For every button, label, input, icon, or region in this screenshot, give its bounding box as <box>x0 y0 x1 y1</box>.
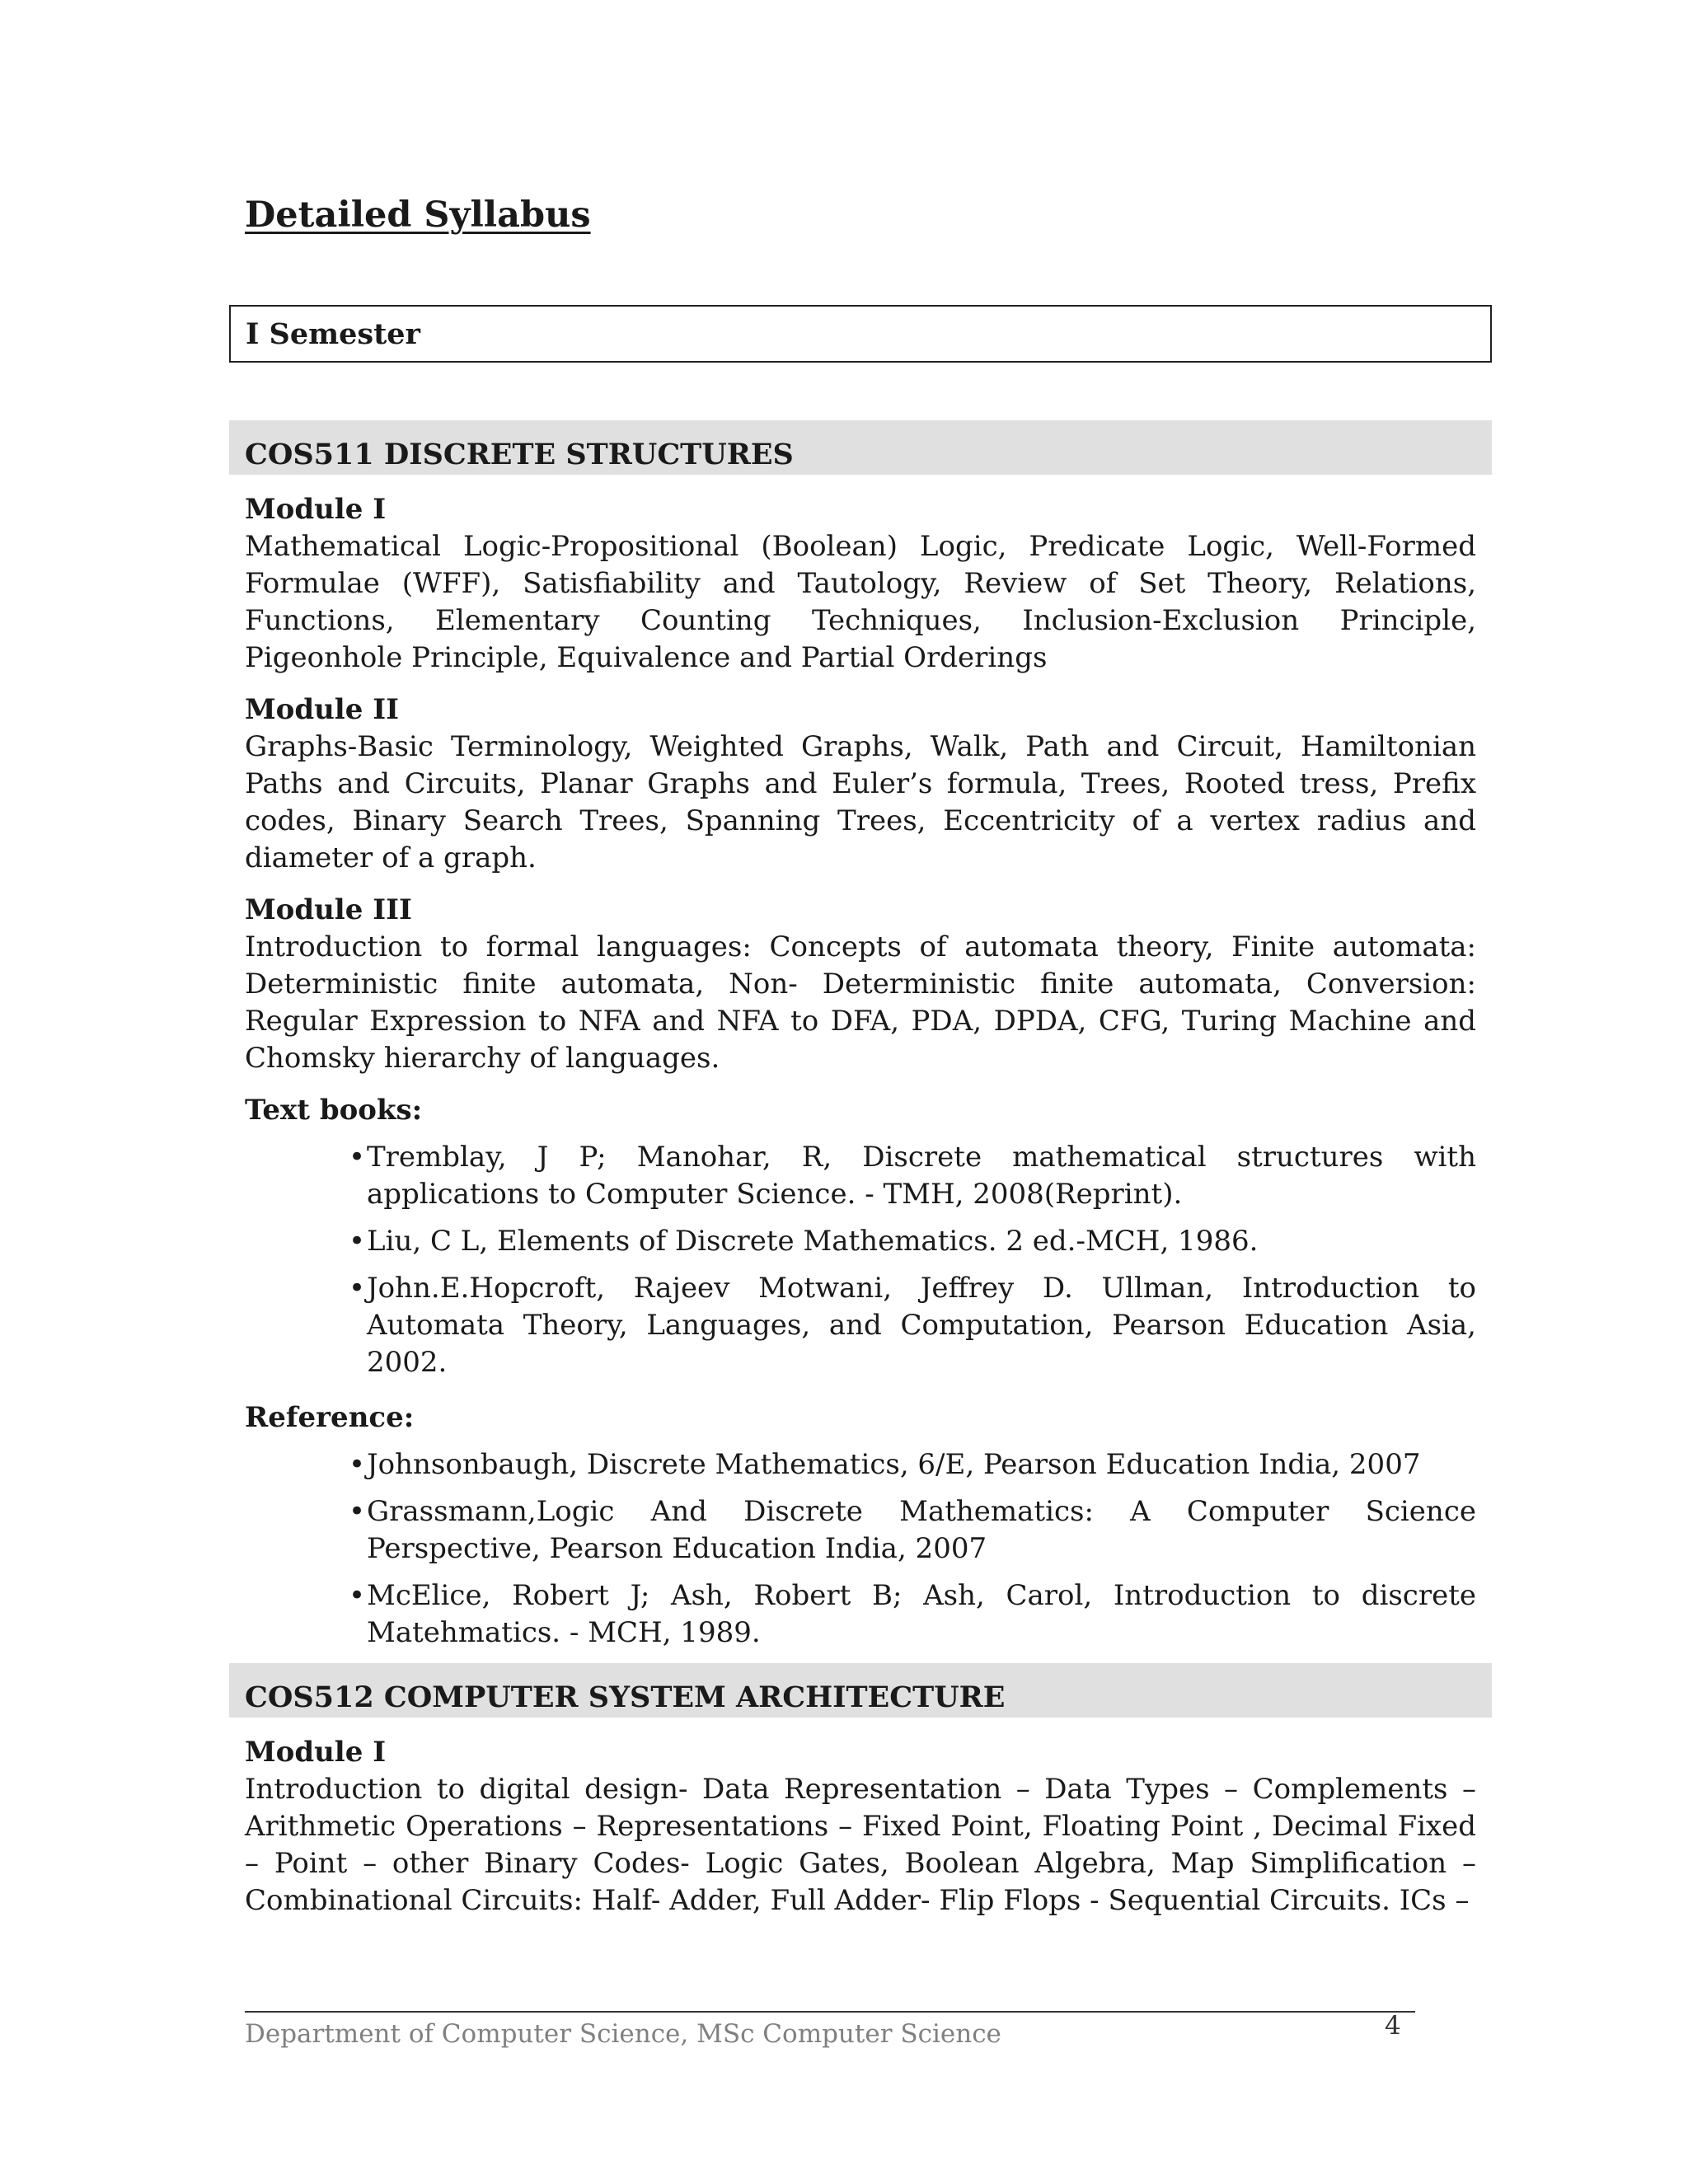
list-item: • Tremblay, J P; Manohar, R, Discrete mathematical structures with applications to Computer Science. - TMH, 2008(Reprint). <box>349 1141 1476 1211</box>
course-title-cos511: COS511 DISCRETE STRUCTURES <box>229 420 1492 475</box>
semester-header: I Semester <box>229 305 1492 363</box>
module-label: Module III <box>245 893 412 926</box>
bullet-icon: • <box>349 1225 366 1258</box>
textbooks-list <box>245 1139 1476 1381</box>
page-title: Detailed Syllabus <box>245 194 591 236</box>
course-body-cos511 <box>245 491 1476 1661</box>
reference-list <box>245 1446 1476 1652</box>
page-number: 4 <box>1385 2011 1401 2041</box>
course-title-cos512: COS512 COMPUTER SYSTEM ARCHITECTURE <box>229 1663 1492 1718</box>
bullet-icon: • <box>349 1448 366 1481</box>
textbooks-label: Text books: <box>245 1094 423 1127</box>
module-label: Module I <box>245 493 387 526</box>
list-item: • McElice, Robert J; Ash, Robert B; Ash, Carol, Introduction to discrete Matehmatics. - MCH, 1989. <box>349 1579 1476 1649</box>
module-label: Module II <box>245 693 399 726</box>
module-text: Graphs-Basic Terminology, Weighted Graphs, Walk, Path and Circuit, Hamiltonian Paths and Circuits, Planar Graphs and Euler’s formula, Trees, Rooted tress, Prefix codes, Binary Search Trees, Spanning Trees, Eccentricity of a vertex radius and diameter of a graph. <box>245 730 1476 874</box>
list-item: • Liu, C L, Elements of Discrete Mathematics. 2 ed.-MCH, 1986. <box>367 1223 1476 1260</box>
bullet-icon: • <box>349 1495 366 1528</box>
reference-label: Reference: <box>245 1401 415 1434</box>
list-item: • Johnsonbaugh, Discrete Mathematics, 6/E, Pearson Education India, 2007 <box>367 1446 1476 1483</box>
course-body-cos512 <box>245 1734 1476 1919</box>
list-item: • Grassmann,Logic And Discrete Mathematics: A Computer Science Perspective, Pearson Education India, 2007 <box>349 1495 1476 1565</box>
module-text: Introduction to formal languages: Concepts of automata theory, Finite automata: Deterministic finite automata, Non- Deterministic finite automata, Conversion: Regular Expression to NFA and NFA to DFA, PDA, DPDA, CFG, Turing Machine and Chomsky hierarchy of languages. <box>245 930 1476 1075</box>
bullet-icon: • <box>349 1272 366 1305</box>
list-item: • John.E.Hopcroft, Rajeev Motwani, Jeffrey D. Ullman, Introduction to Automata Theory, Languages, and Computation, Pearson Education Asia, 2002. <box>349 1272 1476 1379</box>
footer-text: Department of Computer Science, MSc Computer Science <box>245 2019 1001 2049</box>
bullet-icon: • <box>349 1579 366 1612</box>
module-label: Module I <box>245 1736 387 1769</box>
module-text: Mathematical Logic-Propositional (Boolean) Logic, Predicate Logic, Well-Formed Formulae (WFF), Satisfiability and Tautology, Review of Set Theory, Relations, Functions, Elementary Counting Techniques, Inclusion-Exclusion Principle, Pigeonhole Principle, Equivalence and Partial Orderings <box>245 530 1476 674</box>
footer-divider <box>245 2011 1415 2013</box>
bullet-icon: • <box>349 1141 366 1174</box>
module-text: Introduction to digital design- Data Representation – Data Types – Complements – Arithmetic Operations – Representations – Fixed Point, Floating Point , Decimal Fixed – Point – other Binary Codes- Logic Gates, Boolean Algebra, Map Simplification – Combinational Circuits: Half- Adder, Full Adder- Flip Flops - Sequential Circuits. ICs – <box>245 1773 1476 1917</box>
